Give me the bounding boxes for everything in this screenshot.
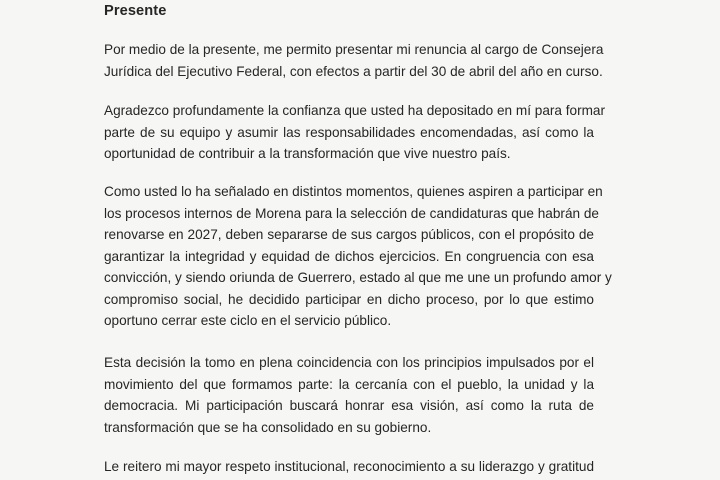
- paragraph-line: garantizar la integridad y equidad de dichos ejercicios. En congruencia con esa: [104, 248, 594, 264]
- paragraph-line: convicción, y siendo oriunda de Guerrero, estado al que me une un profundo amor y: [104, 270, 612, 285]
- paragraph-line: los procesos internos de Morena para la selección de candidaturas que habrán de: [104, 205, 599, 221]
- paragraph-principles: [104, 352, 594, 438]
- paragraph-line: oportuno cerrar este ciclo en el servicio público.: [104, 313, 392, 328]
- paragraph-line: oportunidad de contribuir a la transformación que vive nuestro país.: [104, 146, 511, 161]
- paragraph-line: renovarse en 2027, deben separarse de sus cargos públicos, con el propósito de: [104, 227, 594, 242]
- letter-greeting: Presente: [104, 3, 167, 19]
- paragraph-line: democracia. Mi participación buscará honrar esa visión, así como la ruta de: [104, 398, 594, 413]
- paragraph-line: Como usted lo ha señalado en distintos momentos, quienes aspiren a participar en: [104, 184, 603, 199]
- paragraph-line: compromiso social, he decidido participar en dicho proceso, por lo que estimo: [104, 291, 594, 307]
- paragraph-line: Agradezco profundamente la confianza que usted ha depositado en mí para formar: [104, 103, 606, 118]
- paragraph-line: Por medio de la presente, me permito presentar mi renuncia al cargo de Consejera: [104, 42, 604, 57]
- paragraph-line: Esta decisión la tomo en plena coincidencia con los principios impulsados por el: [104, 355, 594, 370]
- paragraph-line: Jurídica del Ejecutivo Federal, con efectos a partir del 30 de abril del año en curso.: [104, 63, 603, 79]
- paragraph-resignation: [104, 39, 604, 82]
- paragraph-motivation: [104, 181, 612, 332]
- paragraph-line: parte de su equipo y asumir las responsabilidades encomendadas, así como la: [104, 124, 594, 140]
- paragraph-line: movimiento del que formamos parte: la cercanía con el pueblo, la unidad y la: [104, 376, 594, 392]
- paragraph-gratitude: [104, 100, 606, 165]
- paragraph-closing: [104, 456, 594, 478]
- paragraph-line: transformación que se ha consolidado en su gobierno.: [104, 419, 432, 435]
- paragraph-line: Le reitero mi mayor respeto institucional, reconocimiento a su liderazgo y gratitud: [104, 459, 594, 474]
